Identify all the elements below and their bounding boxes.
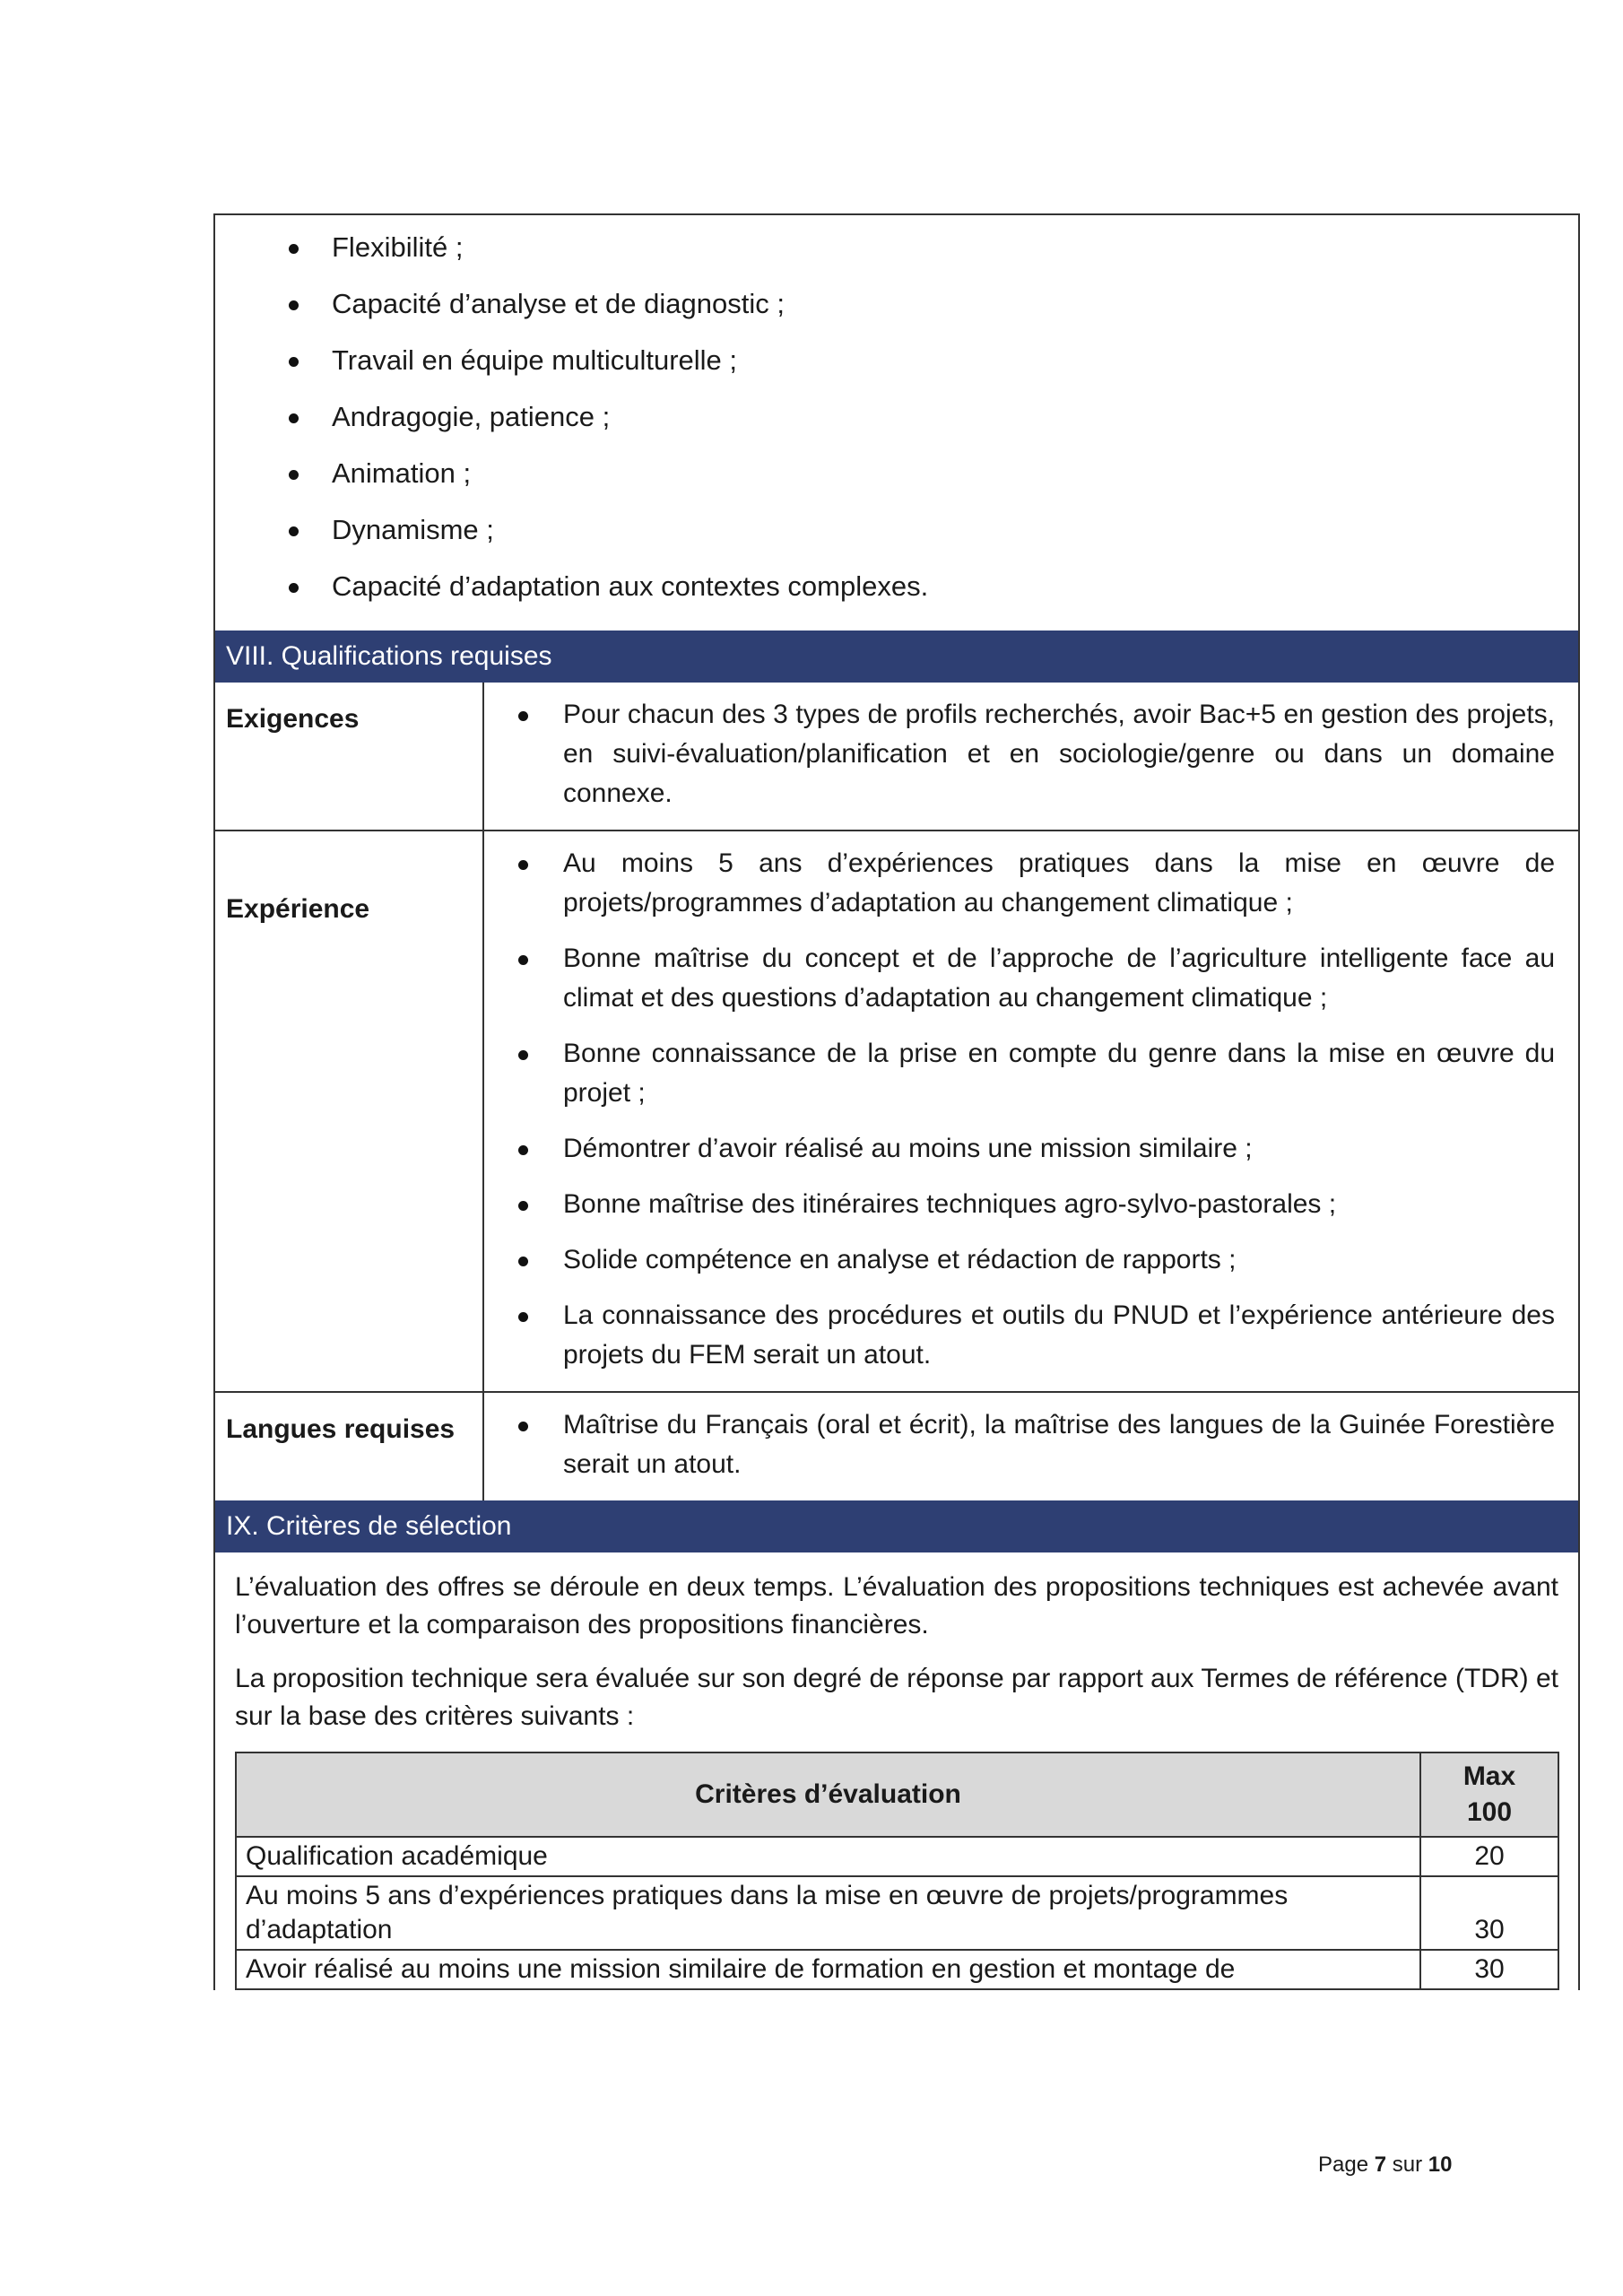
list-item: Capacité d’analyse et de diagnostic ; xyxy=(289,275,1578,332)
row-label-experience: Expérience xyxy=(215,831,484,1391)
row-label-exigences: Exigences xyxy=(215,683,484,830)
score-cell: 20 xyxy=(1420,1837,1558,1876)
row-content-langues xyxy=(484,1393,1578,1500)
bullet-icon xyxy=(518,1145,528,1155)
list-item: Bonne maîtrise du concept et de l’approche de l’agriculture intelligente face au climat et des questions d’adaptation au changement climatique ; xyxy=(511,939,1555,1018)
score-cell: 30 xyxy=(1420,1950,1558,1989)
list-item: Animation ; xyxy=(289,445,1578,501)
list-item: Pour chacun des 3 types de profils recherchés, avoir Bac+5 en gestion des projets, en suivi-évaluation/planification et en sociologie/genre ou dans un domaine connexe. xyxy=(511,695,1555,813)
criterion-cell: Au moins 5 ans d’expériences pratiques dans la mise en œuvre de projets/programmes d’adaptation xyxy=(236,1876,1420,1950)
list-item: Bonne maîtrise des itinéraires techniques agro-sylvo-pastorales ; xyxy=(511,1185,1555,1224)
list-item: Démontrer d’avoir réalisé au moins une mission similaire ; xyxy=(511,1129,1555,1169)
qualification-row-langues xyxy=(215,1391,1578,1500)
list-item: Bonne connaissance de la prise en compte du genre dans la mise en œuvre du projet ; xyxy=(511,1034,1555,1113)
column-header-criteria: Critères d’évaluation xyxy=(236,1752,1420,1837)
qualification-row-exigences xyxy=(215,683,1578,830)
criteria-section xyxy=(215,1552,1578,1990)
bullet-icon xyxy=(518,1050,528,1060)
bullet-icon xyxy=(289,470,299,480)
list-item: Travail en équipe multiculturelle ; xyxy=(289,332,1578,388)
bullet-icon xyxy=(289,357,299,367)
list-item: Capacité d’adaptation aux contextes complexes. xyxy=(289,558,1578,614)
bullet-icon xyxy=(518,860,528,870)
row-label-langues: Langues requises xyxy=(215,1393,484,1500)
table-row xyxy=(236,1950,1558,1989)
evaluation-criteria-table xyxy=(235,1752,1559,1990)
qualifications-table xyxy=(215,683,1578,1500)
bullet-icon xyxy=(518,1312,528,1322)
bullet-icon xyxy=(289,583,299,593)
column-header-max: Max 100 xyxy=(1420,1752,1558,1837)
bullet-icon xyxy=(518,1257,528,1266)
criteria-paragraph: La proposition technique sera évaluée sur son degré de réponse par rapport aux Termes de référence (TDR) et sur la base des critères suivants : xyxy=(235,1664,1558,1731)
bullet-icon xyxy=(289,413,299,423)
bullet-icon xyxy=(289,526,299,536)
table-row xyxy=(236,1876,1558,1950)
list-item: Au moins 5 ans d’expériences pratiques dans la mise en œuvre de projets/programmes d’adaptation au changement climatique ; xyxy=(511,844,1555,923)
list-item: Flexibilité ; xyxy=(289,219,1578,275)
document-frame xyxy=(213,213,1580,1990)
qualification-row-experience xyxy=(215,830,1578,1391)
list-item: Andragogie, patience ; xyxy=(289,388,1578,445)
bullet-icon xyxy=(518,1201,528,1211)
bullet-icon xyxy=(518,955,528,965)
section-viii-header: VIII. Qualifications requises xyxy=(215,631,1578,683)
criterion-cell: Avoir réalisé au moins une mission similaire de formation en gestion et montage de xyxy=(236,1950,1420,1989)
criteria-paragraph: L’évaluation des offres se déroule en deux temps. L’évaluation des propositions techniques est achevée avant l’ouverture et la comparaison des propositions financières. xyxy=(235,1572,1558,1639)
bullet-icon xyxy=(289,244,299,254)
list-item: Solide compétence en analyse et rédaction de rapports ; xyxy=(511,1240,1555,1280)
bullet-icon xyxy=(518,711,528,721)
table-header-row xyxy=(236,1752,1558,1837)
table-row xyxy=(236,1837,1558,1876)
page-number: Page 7 sur 10 xyxy=(1318,2152,1453,2177)
list-item: La connaissance des procédures et outils du PNUD et l’expérience antérieure des projets du FEM serait un atout. xyxy=(511,1296,1555,1375)
list-item: Dynamisme ; xyxy=(289,501,1578,558)
bullet-icon xyxy=(289,300,299,310)
score-cell: 30 xyxy=(1420,1876,1558,1950)
criterion-cell: Qualification académique xyxy=(236,1837,1420,1876)
row-content-experience xyxy=(484,831,1578,1391)
row-content-exigences xyxy=(484,683,1578,830)
bullet-icon xyxy=(518,1422,528,1431)
list-item: Maîtrise du Français (oral et écrit), la maîtrise des langues de la Guinée Forestière serait un atout. xyxy=(511,1405,1555,1484)
section-ix-header: IX. Critères de sélection xyxy=(215,1500,1578,1552)
skills-list xyxy=(215,215,1578,631)
